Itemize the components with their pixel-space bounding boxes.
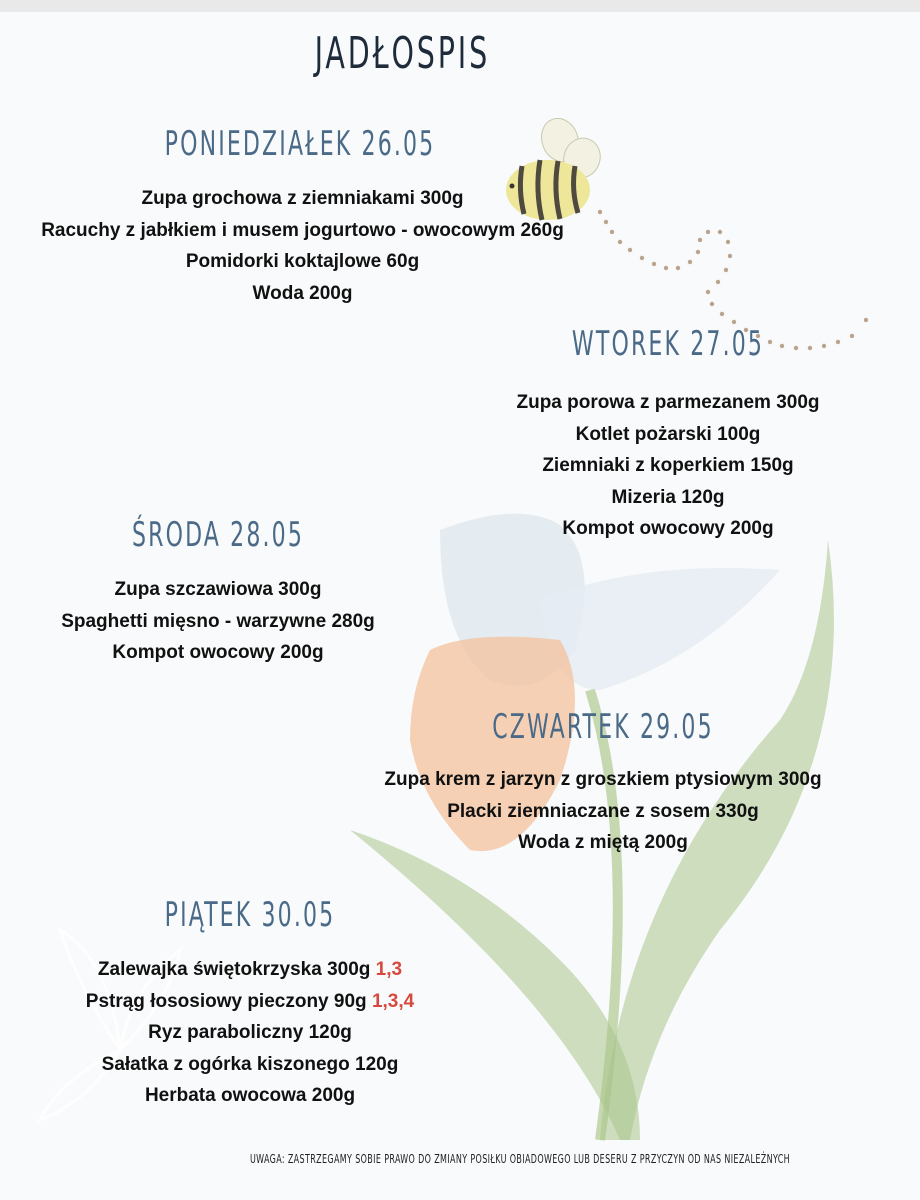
day-heading-tuesday: WTOREK 27.05 [571, 324, 765, 364]
menu-list-monday [0, 183, 605, 309]
allergen-codes: 1,3 [375, 959, 403, 980]
menu-item [50, 986, 450, 1018]
menu-item: Placki ziemniaczane z sosem 330g [447, 800, 759, 822]
menu-item: Herbata owocowa 200g [144, 1085, 356, 1106]
day-heading-monday: PONIEDZIAŁEK 26.05 [164, 124, 436, 164]
menu-list-tuesday [468, 387, 868, 545]
menu-item: Ziemniaki z koperkiem 150g [542, 455, 794, 476]
menu-item-text: Pstrąg łososiowy pieczony 90g [85, 990, 367, 1012]
menu-item: Kotlet pożarski 100g [575, 423, 761, 445]
menu-item: Woda z miętą 200g [518, 832, 688, 853]
menu-list-friday [50, 954, 450, 1112]
menu-item: Racuchy z jabłkiem i musem jogurtowo - owocowym 260g [41, 219, 564, 241]
menu-item: Kompot owocowy 200g [562, 518, 774, 539]
menu-item: Zupa szczawiowa 300g [114, 579, 322, 600]
menu-item: Mizeria 120g [611, 486, 725, 508]
menu-item: Sałatka z ogórka kiszonego 120g [101, 1053, 399, 1075]
disclaimer-note: UWAGA: ZASTRZEGAMY SOBIE PRAWO DO ZMIANY POSIŁKU OBIADOWEGO LUB DESERU Z PRZYCZYN OD NAS NIEZALEŻNYCH [249, 1152, 791, 1166]
menu-item: Woda 200g [252, 282, 353, 304]
menu-item: Zupa grochowa z ziemniakami 300g [141, 188, 464, 209]
menu-item: Ryz paraboliczny 120g [148, 1022, 352, 1043]
menu-item: Zupa krem z jarzyn z groszkiem ptysiowym 300g [384, 769, 822, 790]
allergen-codes: 1,3,4 [371, 990, 415, 1012]
day-heading-wednesday: ŚRODA 28.05 [131, 515, 304, 555]
menu-item: Pomidorki koktajlowe 60g [185, 251, 420, 272]
day-heading-thursday: CZWARTEK 29.05 [492, 707, 714, 747]
menu-item: Zupa porowa z parmezanem 300g [516, 392, 820, 413]
menu-item: Spaghetti mięsno - warzywne 280g [61, 610, 375, 632]
menu-item [50, 954, 450, 986]
menu-list-wednesday [18, 574, 418, 669]
menu-item: Kompot owocowy 200g [112, 642, 324, 663]
menu-list-thursday [353, 764, 853, 859]
page-title: JADŁOSPIS [314, 28, 491, 79]
menu-item-text: Zalewajka świętokrzyska 300g [97, 959, 371, 980]
day-heading-friday: PIĄTEK 30.05 [164, 895, 336, 935]
